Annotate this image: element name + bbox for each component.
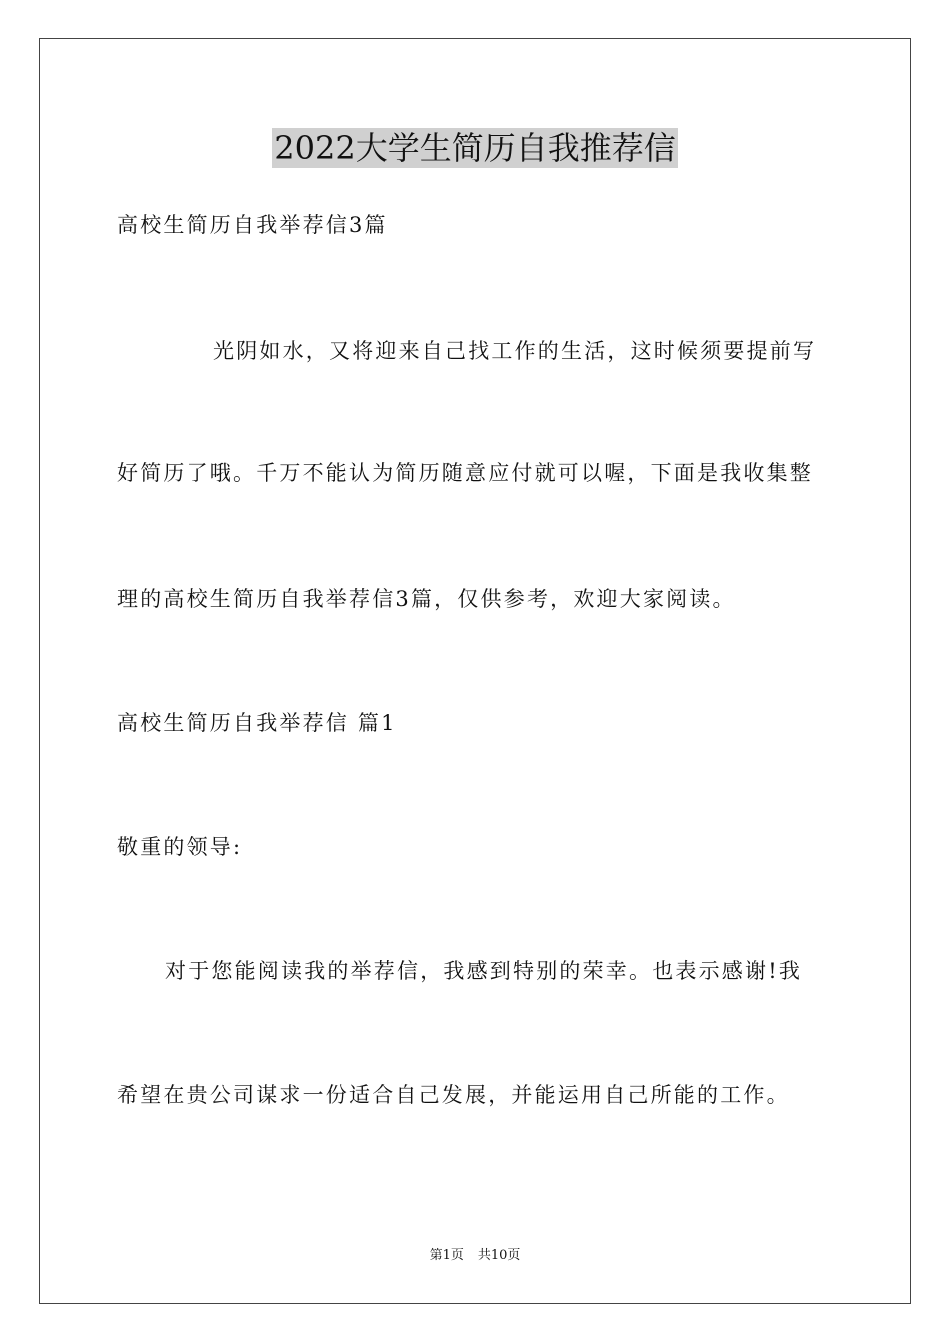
section-heading: 高校生简历自我举荐信 篇1 <box>117 711 397 735</box>
intro-line-3: 理的高校生简历自我举荐信3篇，仅供参考，欢迎大家阅读。 <box>117 587 736 611</box>
intro-line-2: 好简历了哦。千万不能认为简历随意应付就可以喔，下面是我收集整 <box>117 461 813 485</box>
body-line-1: 对于您能阅读我的举荐信，我感到特别的荣幸。也表示感谢!我 <box>165 959 803 983</box>
page-footer <box>0 1247 950 1265</box>
intro-line-1: 光阴如水，又将迎来自己找工作的生活，这时候须要提前写 <box>213 339 817 363</box>
subtitle: 高校生简历自我举荐信3篇 <box>117 213 388 237</box>
page-current: 第1页 <box>429 1248 464 1263</box>
page-total: 共10页 <box>477 1248 521 1263</box>
salutation: 敬重的领导: <box>117 835 243 859</box>
body-line-2: 希望在贵公司谋求一份适合自己发展，并能运用自己所能的工作。 <box>117 1083 790 1107</box>
document-title: 2022大学生简历自我推荐信 <box>274 129 676 167</box>
title-container <box>0 128 950 168</box>
